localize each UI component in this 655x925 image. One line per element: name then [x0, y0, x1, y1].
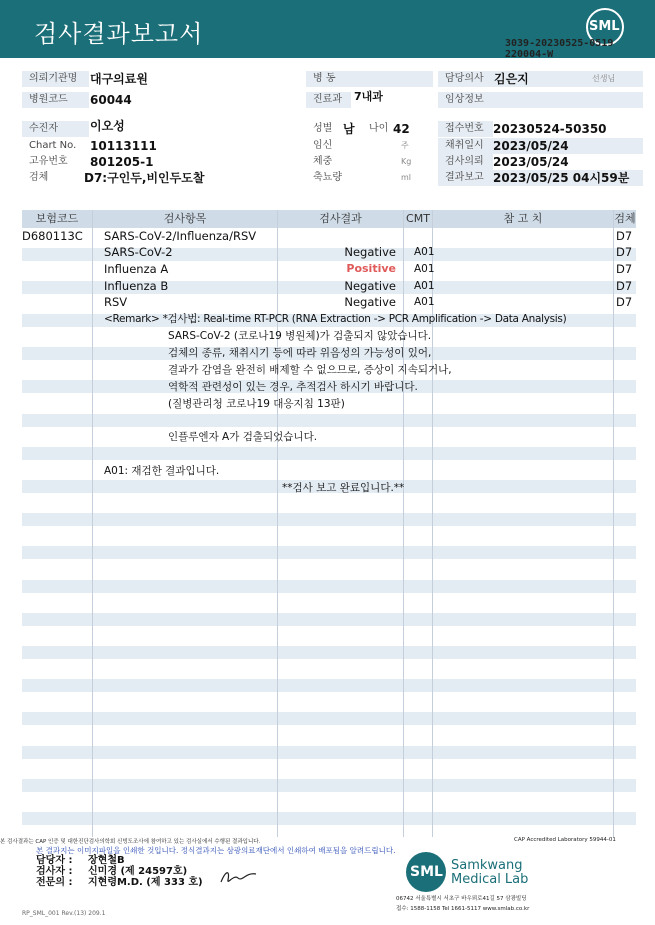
- receiver-value: 이오성: [90, 119, 125, 133]
- specimen-value: D7:구인두,비인두도찰: [84, 171, 205, 185]
- row-item: SARS-CoV-2: [104, 245, 173, 259]
- age-value: 42: [393, 122, 410, 136]
- row-result: Negative: [344, 245, 396, 259]
- sex-label: 성별: [313, 123, 333, 134]
- unique-value: 801205-1: [90, 155, 154, 169]
- report-label: 결과보고: [438, 170, 643, 186]
- hospital-code-label: 병원코드: [22, 92, 89, 108]
- signer-role: 검사자 :: [36, 866, 73, 877]
- sml-logo-text: SML: [589, 19, 620, 34]
- remark-line: 결과가 감염을 완전히 배제할 수 없으므로, 증상이 지속되거나,: [168, 364, 452, 376]
- row-code: D680113C: [22, 229, 83, 243]
- remark-line: 역학적 관련성이 있는 경우, 추적검사 하시기 바랍니다.: [168, 381, 418, 393]
- row-specimen: D7: [616, 262, 633, 276]
- row-specimen: D7: [616, 295, 633, 309]
- col-insurance-code: 보험코드: [22, 210, 92, 228]
- company-name: [451, 859, 528, 887]
- col-result: 검사결과: [278, 210, 403, 228]
- pregnancy-unit: 주: [401, 141, 409, 150]
- table-stripe: [22, 679, 636, 692]
- table-stripe: [22, 712, 636, 725]
- company-name-line2: Medical Lab: [451, 872, 529, 887]
- dept-label: 진료과: [306, 92, 351, 108]
- doctor-label: 담당의사: [438, 71, 643, 87]
- col-test-item: 검사항목: [93, 210, 277, 228]
- row-item: Influenza A: [104, 262, 169, 276]
- column-divider: [613, 210, 614, 837]
- sex-value: 남: [343, 122, 355, 136]
- request-value: 2023/05/24: [493, 155, 569, 169]
- column-divider: [403, 210, 404, 837]
- row-cmt: A01: [414, 280, 435, 292]
- doctor-value: 김은지: [494, 72, 529, 86]
- row-result-positive: Positive: [346, 262, 396, 275]
- report-title: 검사결과보고서: [34, 20, 204, 48]
- remark-line: SARS-CoV-2 (코로나19 병원체)가 검출되지 않았습니다.: [168, 330, 432, 342]
- ward-label: 병 동: [306, 71, 433, 87]
- clinical-info-label: 임상정보: [438, 92, 643, 108]
- company-name-line1: Samkwang: [451, 858, 523, 873]
- cap-note: CAP Accredited Laboratory 59944-01: [514, 837, 616, 843]
- col-reference: 참 고 치: [433, 210, 613, 228]
- row-result: Negative: [344, 295, 396, 309]
- table-stripe: [22, 414, 636, 427]
- specimen-label: 검체: [29, 172, 49, 183]
- weight-unit: Kg: [401, 157, 412, 166]
- accession-value: 20230524-50350: [493, 122, 607, 136]
- table-stripe: [22, 613, 636, 626]
- remark-line: (질병관리청 코로나19 대응지침 13판): [168, 398, 345, 410]
- row-specimen: D7: [616, 229, 633, 243]
- table-stripe: [22, 746, 636, 759]
- col-specimen: 검체: [614, 210, 636, 228]
- chart-label: Chart No.: [29, 140, 77, 151]
- collect-value: 2023/05/24: [493, 139, 569, 153]
- form-id: RP_SML_001 Rev.(13) 209.1: [22, 910, 106, 917]
- accreditation-note: 본 검사결과는 CAP 인증 및 대한진단검사의학회 신빙도조사에 참여하고 있는 검사실에서 수행된 결과입니다.: [0, 839, 261, 845]
- company-address: 06742 서울특별시 서초구 바우뫼로41길 57 삼광빌딩: [396, 896, 527, 902]
- signer-name: 지현령M.D. (제 333 호): [88, 877, 203, 888]
- unique-label: 고유번호: [29, 156, 68, 167]
- remark-line: 인플루엔자 A가 검출되었습니다.: [168, 431, 318, 443]
- signer-role: 전문의 :: [36, 877, 73, 888]
- table-stripe: [22, 546, 636, 559]
- doctor-suffix: 선생님: [592, 74, 616, 83]
- table-stripe: [22, 447, 636, 460]
- row-cmt: A01: [414, 246, 435, 258]
- remark-complete: **검사 보고 완료입니다.**: [282, 482, 405, 494]
- table-stripe: [22, 646, 636, 659]
- hospital-value: 대구의료원: [90, 72, 148, 86]
- remark-cmt-note: A01: 재검한 결과입니다.: [104, 465, 220, 477]
- column-divider: [92, 210, 93, 837]
- row-result: Negative: [344, 279, 396, 293]
- row-cmt: A01: [414, 263, 435, 275]
- chart-value: 10113111: [90, 139, 157, 153]
- hospital-code-value: 60044: [90, 93, 132, 107]
- company-contact: 접수: 1588-1158 Tel 1661-5117 www.smlab.co.kr: [396, 906, 530, 912]
- signature-icon: [218, 866, 260, 888]
- hospital-label: 의뢰기관명: [22, 71, 89, 87]
- table-stripe: [22, 779, 636, 792]
- request-label: 검사의뢰: [438, 154, 493, 170]
- sml-company-logo-text: SML: [410, 864, 443, 880]
- image-notice: 본 결과지는 이미지파일을 인쇄한 것입니다. 정식결과지는 삼광의료재단에서 인쇄하여 배포됨을 알려드립니다.: [36, 846, 396, 855]
- signer-name: 장현철B: [88, 855, 125, 866]
- remark-line: 검체의 종류, 채취시기 등에 따라 위음성의 가능성이 있어,: [168, 347, 432, 359]
- table-stripe: [22, 580, 636, 593]
- signer-role: 담당자 :: [36, 855, 73, 866]
- report-value: 2023/05/25 04시59분: [493, 171, 630, 185]
- age-label: 나이: [369, 123, 389, 134]
- receiver-label: 수진자: [22, 121, 89, 137]
- row-item: RSV: [104, 295, 128, 309]
- pregnancy-label: 임신: [313, 140, 333, 151]
- dept-value: 7내과: [354, 90, 383, 103]
- urine-label: 축뇨량: [313, 172, 342, 183]
- row-item: Influenza B: [104, 279, 169, 293]
- urine-unit: ml: [401, 173, 412, 182]
- document-id-line1: 3039-20230525-0519: [505, 38, 614, 49]
- report-header: [0, 0, 655, 58]
- accession-label: 접수번호: [438, 121, 493, 137]
- row-specimen: D7: [616, 245, 633, 259]
- row-item: SARS-CoV-2/Influenza/RSV: [104, 229, 257, 243]
- row-specimen: D7: [616, 279, 633, 293]
- row-cmt: A01: [414, 296, 435, 308]
- collect-label: 채취일시: [438, 138, 643, 154]
- weight-label: 체중: [313, 156, 333, 167]
- remark-method: <Remark> *검사법: Real-time RT-PCR (RNA Extraction -> PCR Amplification -> Data Analysis): [104, 313, 567, 325]
- col-cmt: CMT: [404, 210, 432, 228]
- table-stripe: [22, 812, 636, 825]
- column-divider: [277, 210, 278, 837]
- signer-name: 신미경 (제 24597호): [88, 866, 188, 877]
- table-stripe: [22, 513, 636, 526]
- document-id-line2: 220004-W: [505, 49, 554, 60]
